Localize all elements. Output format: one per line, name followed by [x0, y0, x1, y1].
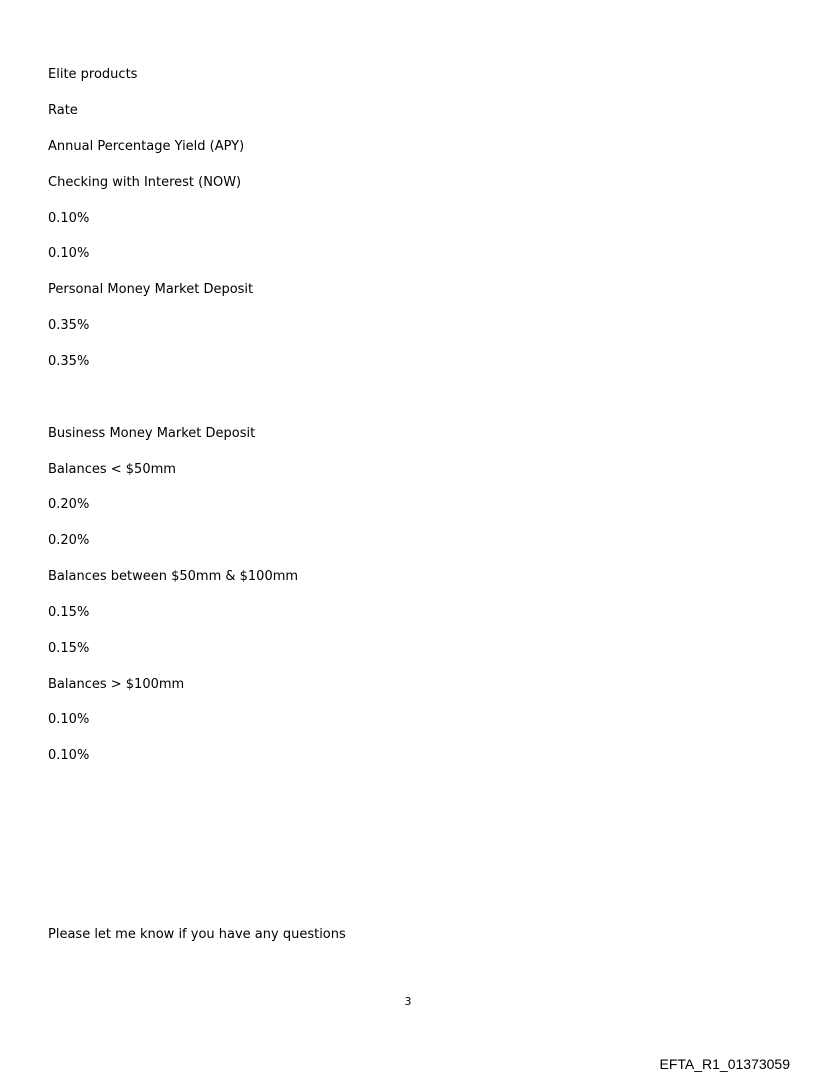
section-heading-elite-products: Elite products: [48, 67, 138, 82]
document-id: EFTA_R1_01373059: [659, 1056, 790, 1072]
checking-apy: 0.10%: [48, 246, 90, 261]
checking-rate: 0.10%: [48, 211, 90, 226]
column-label-apy: Annual Percentage Yield (APY): [48, 139, 245, 154]
tier-label-over-100mm: Balances > $100mm: [48, 677, 185, 692]
tier-label-50mm-to-100mm: Balances between $50mm & $100mm: [48, 569, 299, 584]
tier-50mm-to-100mm-rate: 0.15%: [48, 605, 90, 620]
tier-under-50mm-rate: 0.20%: [48, 497, 90, 512]
personal-mmd-rate: 0.35%: [48, 318, 90, 333]
column-label-rate: Rate: [48, 103, 78, 118]
product-name-business-mmd: Business Money Market Deposit: [48, 426, 256, 441]
tier-50mm-to-100mm-apy: 0.15%: [48, 641, 90, 656]
personal-mmd-apy: 0.35%: [48, 354, 90, 369]
tier-under-50mm-apy: 0.20%: [48, 533, 90, 548]
tier-over-100mm-rate: 0.10%: [48, 712, 90, 727]
page-number: 3: [404, 995, 412, 1008]
closing-sentence: Please let me know if you have any questions: [48, 927, 346, 942]
product-name-checking: Checking with Interest (NOW): [48, 175, 242, 190]
product-name-personal-mmd: Personal Money Market Deposit: [48, 282, 254, 297]
tier-over-100mm-apy: 0.10%: [48, 748, 90, 763]
tier-label-under-50mm: Balances < $50mm: [48, 462, 176, 477]
